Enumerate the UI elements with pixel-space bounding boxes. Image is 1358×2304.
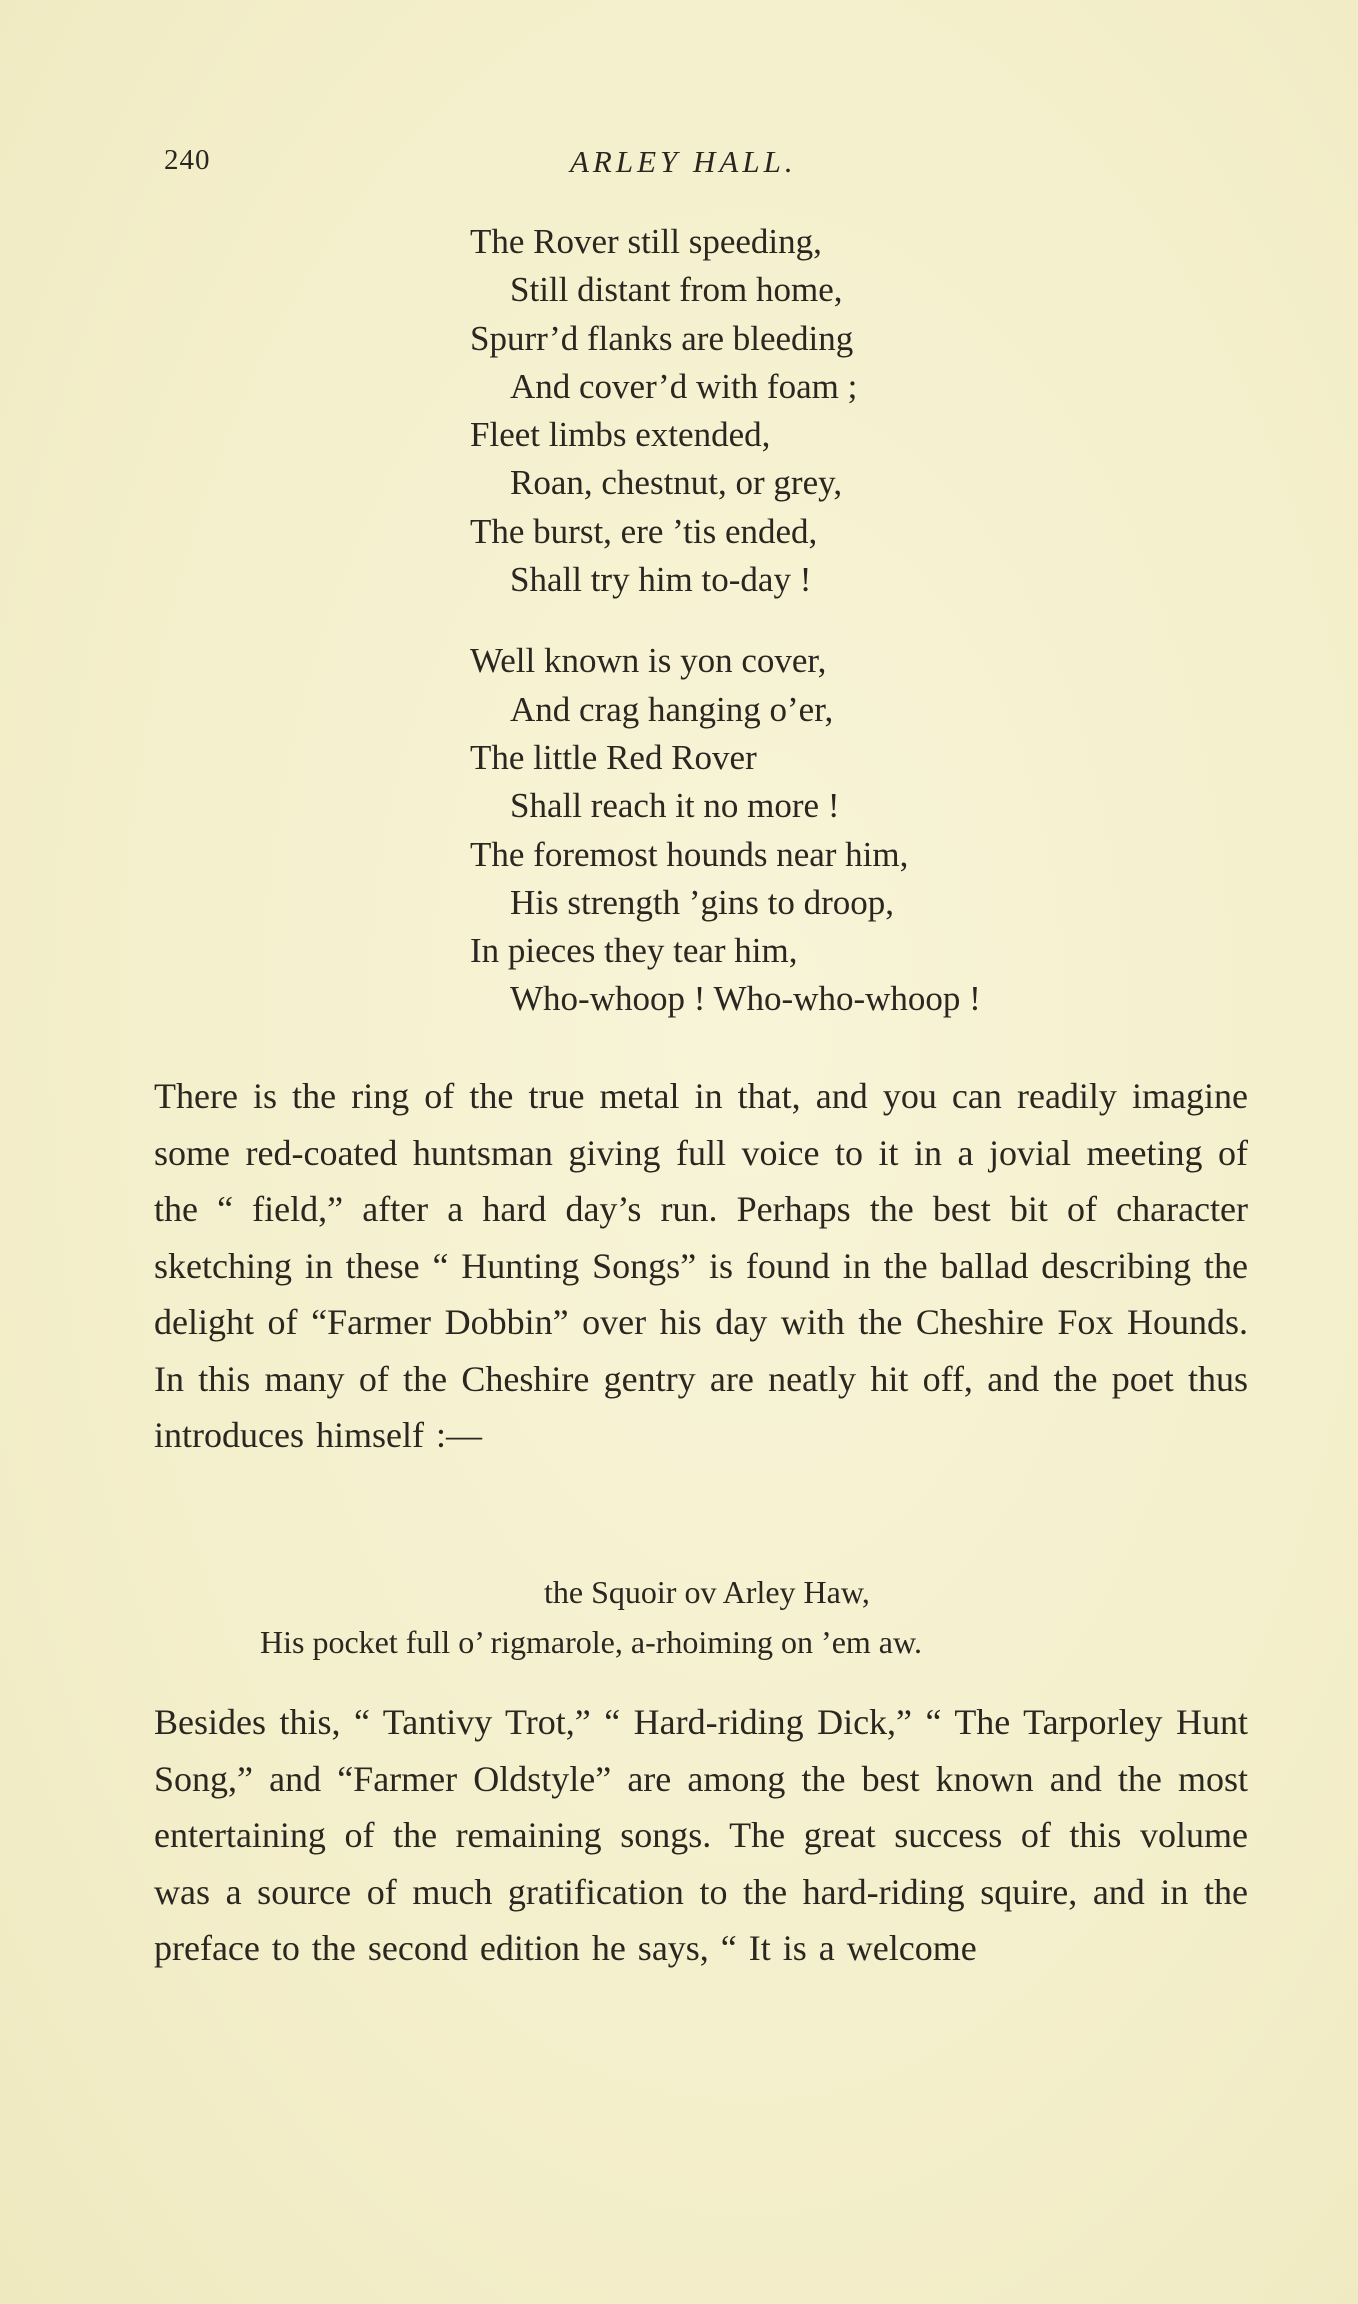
poem-line: Who-whoop ! Who-who-whoop ! bbox=[510, 979, 981, 1019]
body-paragraph: There is the ring of the true metal in that, and you can readily imagine some red-coated huntsman giving full voice to it in a jovial meeting of the “ field,” after a hard day’s run. Perhaps the best bit of character sketching in these “ Hunting Songs” is found in the ballad describing the delight of “Farmer Dobbin” over his day with the Cheshire Fox Hounds. In this many of the Cheshire gentry are neatly hit off, and the poet thus introduces himself :— bbox=[154, 1076, 1248, 1455]
quote-line: His pocket full o’ rigmarole, a-rhoiming on ’em aw. bbox=[260, 1624, 923, 1660]
poem-line: Shall try him to-day ! bbox=[510, 560, 812, 600]
poem-line: Well known is yon cover, bbox=[470, 641, 827, 681]
stanza-1 bbox=[470, 218, 1110, 604]
poem-line: Roan, chestnut, or grey, bbox=[510, 463, 843, 503]
body-paragraph: Besides this, “ Tantivy Trot,” “ Hard-riding Dick,” “ The Tarporley Hunt Song,” and “Farmer Oldstyle” are among the best known and the most entertaining of the remaining songs. The great success of this volume was a source of much gratification to the hard-riding squire, and in the preface to the second edition he says, “ It is a welcome bbox=[154, 1702, 1248, 1968]
poem-line: His strength ’gins to droop, bbox=[510, 882, 895, 922]
poem-line: And crag hanging o’er, bbox=[510, 689, 834, 729]
poem-line: In pieces they tear him, bbox=[470, 931, 798, 971]
poem-line: The Rover still speeding, bbox=[470, 222, 822, 261]
page-number: 240 bbox=[164, 144, 211, 176]
page-header bbox=[160, 144, 1250, 190]
poem-line: The foremost hounds near him, bbox=[470, 834, 909, 874]
poem-line: Fleet limbs extended, bbox=[470, 415, 771, 455]
poem-line: Spurr’d flanks are bleeding bbox=[470, 318, 854, 358]
running-head: ARLEY HALL. bbox=[570, 144, 797, 179]
poem-line: And cover’d with foam ; bbox=[510, 366, 858, 406]
block-quote bbox=[160, 1567, 1250, 1667]
poem-line: The little Red Rover bbox=[470, 737, 757, 777]
poem-line: Still distant from home, bbox=[510, 270, 843, 310]
poem bbox=[470, 218, 1110, 1057]
stanza-2 bbox=[470, 637, 1110, 1023]
poem-line: The burst, ere ’tis ended, bbox=[470, 511, 818, 551]
poem-line: Shall reach it no more ! bbox=[510, 786, 840, 826]
quote-line: the Squoir ov Arley Haw, bbox=[544, 1574, 870, 1610]
